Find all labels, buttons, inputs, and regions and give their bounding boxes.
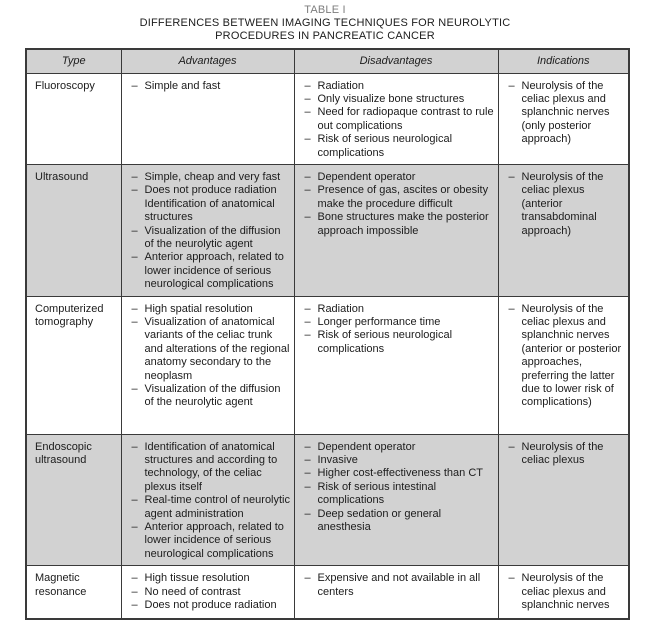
dash-bullet: –: [131, 494, 138, 507]
list-item-text: Invasive: [317, 454, 358, 466]
dash-bullet: –: [131, 79, 138, 92]
list-item: [305, 93, 495, 106]
list-item-text: Only visualize bone structures: [317, 92, 465, 105]
dash-bullet: –: [304, 480, 311, 493]
list-item-text: Identification of anatomical structures and according to technology, of the celiac plexus itself: [144, 440, 278, 493]
table-header-row: [26, 49, 629, 73]
list-item: [132, 494, 291, 521]
dash-bullet: –: [508, 440, 515, 453]
list-item: [305, 329, 495, 356]
dash-bullet: –: [304, 507, 311, 520]
list-item-text: Visualization of the diffusion of the neurolytic agent: [144, 224, 281, 250]
list-item-text: Simple, cheap and very fast: [144, 170, 281, 183]
list-item-text: Risk of serious intestinal complications: [317, 480, 437, 507]
table-row: [26, 566, 629, 619]
disadvantages-cell: [294, 73, 498, 164]
list-item: [132, 80, 291, 93]
list-item: [305, 171, 495, 184]
dash-bullet: –: [304, 79, 311, 92]
list-item-text: High tissue resolution: [144, 572, 250, 585]
dash-bullet: –: [304, 572, 311, 585]
list-item-text: Dependent operator: [317, 170, 416, 183]
dash-bullet: –: [508, 572, 515, 585]
header-cell-type: Type: [26, 49, 121, 73]
list-item: [132, 383, 291, 410]
list-item: [509, 441, 626, 468]
dash-bullet: –: [508, 170, 515, 183]
type-cell: Magnetic resonance: [26, 566, 121, 619]
indications-cell: [498, 566, 629, 619]
list-item: [305, 106, 495, 133]
indications-cell: [498, 164, 629, 296]
list-item-text: Higher cost-effectiveness than CT: [317, 467, 483, 480]
list-item: [305, 184, 495, 211]
dash-bullet: –: [304, 211, 311, 224]
list-item: [509, 572, 626, 612]
list-item-text: Visualization of the diffusion of the neurolytic agent: [144, 383, 281, 409]
dash-bullet: –: [131, 224, 138, 237]
list-item-text: Radiation: [317, 79, 364, 92]
list-item: [305, 481, 495, 508]
list-item: [132, 184, 291, 224]
list-item-text: High spatial resolution: [144, 302, 253, 315]
list-item: [305, 441, 495, 454]
list-item-text: Deep sedation or general anesthesia: [317, 507, 442, 534]
list-item-text: Neurolysis of the celiac plexus and splanchnic nerves (anterior or posterior approaches, preferring the latter due to lower risk of complications): [521, 302, 622, 409]
dash-bullet: –: [304, 302, 311, 315]
table-row: [26, 296, 629, 434]
list-item-text: Dependent operator: [317, 440, 416, 453]
type-cell: Fluoroscopy: [26, 73, 121, 164]
list-item: [305, 211, 495, 238]
dash-bullet: –: [304, 329, 311, 342]
list-item-text: Risk of serious neurological complications: [317, 329, 453, 355]
list-item-text: Neurolysis of the celiac plexus and splanchnic nerves: [521, 572, 610, 612]
disadvantages-cell: [294, 434, 498, 566]
indications-cell: [498, 434, 629, 566]
list-item: [132, 586, 291, 599]
dash-bullet: –: [131, 599, 138, 612]
imaging-techniques-table: [25, 48, 630, 620]
list-item: [305, 316, 495, 329]
dash-bullet: –: [131, 251, 138, 264]
type-cell: Computerized tomography: [26, 296, 121, 434]
dash-bullet: –: [131, 383, 138, 396]
list-item-text: Simple and fast: [144, 79, 221, 92]
advantages-cell: [121, 73, 294, 164]
list-item: [132, 572, 291, 585]
list-item-text: Need for radiopaque contrast to rule out complications: [317, 106, 494, 132]
dash-bullet: –: [131, 316, 138, 328]
indications-cell: [498, 296, 629, 434]
dash-bullet: –: [131, 440, 138, 453]
dash-bullet: –: [508, 302, 515, 315]
list-item-text: Longer performance time: [317, 316, 441, 328]
header-cell-indications: Indications: [498, 49, 629, 73]
list-item-text: Expensive and not available in all centers: [317, 572, 481, 598]
table-body: [26, 73, 629, 619]
dash-bullet: –: [131, 184, 138, 197]
list-item: [305, 572, 495, 599]
dash-bullet: –: [304, 170, 311, 183]
dash-bullet: –: [304, 106, 311, 119]
dash-bullet: –: [131, 302, 138, 315]
list-item: [132, 251, 291, 291]
advantages-cell: [121, 434, 294, 566]
disadvantages-cell: [294, 164, 498, 296]
dash-bullet: –: [304, 184, 311, 197]
table-row: [26, 73, 629, 164]
list-item: [132, 441, 291, 495]
list-item: [132, 171, 291, 184]
header-cell-disadvantages: Disadvantages: [294, 49, 498, 73]
table-caption: [0, 0, 650, 43]
list-item: [132, 599, 291, 612]
list-item-text: Does not produce radiation Identification of anatomical structures: [144, 184, 277, 224]
dash-bullet: –: [304, 92, 311, 105]
disadvantages-cell: [294, 566, 498, 619]
list-item: [509, 171, 626, 238]
list-item: [305, 467, 495, 480]
table-title-line-1: DIFFERENCES BETWEEN IMAGING TECHNIQUES FOR NEUROLYTIC: [139, 17, 511, 29]
list-item-text: Visualization of anatomical variants of the celiac trunk and alterations of the regional anatomy secondary to the neoplasm: [144, 316, 290, 382]
dash-bullet: –: [131, 170, 138, 183]
dash-bullet: –: [131, 572, 138, 585]
disadvantages-cell: [294, 296, 498, 434]
list-item-text: Real-time control of neurolytic agent administration: [144, 494, 291, 520]
list-item: [509, 303, 626, 410]
dash-bullet: –: [304, 454, 311, 466]
dash-bullet: –: [131, 585, 138, 598]
header-cell-advantages: Advantages: [121, 49, 294, 73]
list-item-text: Presence of gas, ascites or obesity make the procedure difficult: [317, 184, 489, 210]
list-item: [132, 225, 291, 252]
table-row: [26, 164, 629, 296]
advantages-cell: [121, 566, 294, 619]
list-item: [305, 80, 495, 93]
indications-cell: [498, 73, 629, 164]
list-item-text: Neurolysis of the celiac plexus (anterior transabdominal approach): [521, 170, 604, 237]
list-item-text: Radiation: [317, 302, 364, 315]
list-item: [305, 133, 495, 160]
list-item-text: No need of contrast: [144, 585, 241, 598]
dash-bullet: –: [131, 521, 138, 534]
list-item: [132, 521, 291, 561]
list-item: [132, 316, 291, 383]
list-item-text: Bone structures make the posterior approach impossible: [317, 211, 489, 237]
advantages-cell: [121, 296, 294, 434]
list-item: [509, 80, 626, 147]
advantages-cell: [121, 164, 294, 296]
list-item-text: Anterior approach, related to lower incidence of serious neurological complications: [144, 251, 284, 291]
type-cell: Endoscopic ultrasound: [26, 434, 121, 566]
dash-bullet: –: [508, 79, 515, 92]
dash-bullet: –: [304, 467, 311, 480]
list-item: [305, 303, 495, 316]
dash-bullet: –: [304, 316, 311, 328]
list-item: [132, 303, 291, 316]
list-item-text: Neurolysis of the celiac plexus and splanchnic nerves (only posterior approach): [521, 79, 610, 146]
list-item-text: Anterior approach, related to lower incidence of serious neurological complications: [144, 521, 284, 560]
type-cell: Ultrasound: [26, 164, 121, 296]
table-row: [26, 434, 629, 566]
list-item-text: Does not produce radiation: [144, 599, 277, 612]
dash-bullet: –: [304, 133, 311, 146]
list-item: [305, 454, 495, 467]
dash-bullet: –: [304, 440, 311, 453]
table-title-line-2: PROCEDURES IN PANCREATIC CANCER: [215, 30, 435, 42]
list-item: [305, 508, 495, 535]
list-item-text: Risk of serious neurological complications: [317, 133, 453, 159]
table-label: TABLE I: [304, 4, 346, 16]
list-item-text: Neurolysis of the celiac plexus: [521, 440, 604, 466]
